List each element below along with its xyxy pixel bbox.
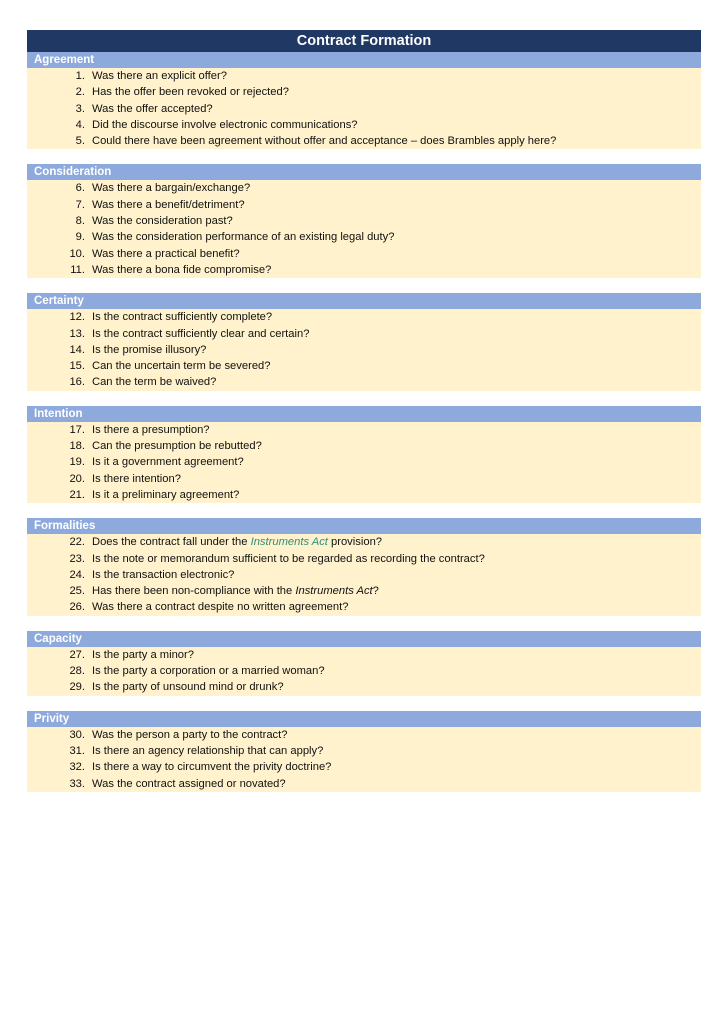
- question-text: Was the contract assigned or novated?: [92, 777, 286, 790]
- question-number: 16.: [69, 376, 85, 389]
- question-number: 24.: [69, 568, 85, 581]
- question-item: [27, 326, 701, 342]
- question-text: Was the consideration performance of an existing legal duty?: [92, 231, 395, 244]
- section-consideration: [27, 164, 701, 278]
- question-text: Is the party a corporation or a married woman?: [92, 665, 325, 678]
- question-item: [27, 117, 701, 133]
- question-text-before: Has there been non-compliance with the: [92, 585, 296, 598]
- question-number: 28.: [69, 665, 85, 678]
- section-header: Privity: [27, 711, 701, 727]
- question-item: [27, 551, 701, 567]
- question-number: 18.: [69, 440, 85, 453]
- question-list: [27, 309, 701, 390]
- question-item: [27, 133, 701, 149]
- section-agreement: [27, 52, 701, 149]
- question-item: [27, 727, 701, 743]
- question-item: [27, 534, 701, 550]
- question-item: [27, 246, 701, 262]
- question-number: 29.: [69, 681, 85, 694]
- question-item: [27, 213, 701, 229]
- question-item: [27, 583, 701, 599]
- question-text: Was the consideration past?: [92, 215, 233, 228]
- question-item: [27, 101, 701, 117]
- question-text: Can the term be waived?: [92, 376, 217, 389]
- question-text-before: Does the contract fall under the: [92, 536, 251, 549]
- section-formalities: [27, 518, 701, 615]
- question-item: [27, 180, 701, 196]
- question-number: 12.: [69, 311, 85, 324]
- question-text: Is it a government agreement?: [92, 456, 244, 469]
- question-text: Could there have been agreement without offer and acceptance – does Brambles apply here?: [92, 135, 557, 148]
- question-text: Is the note or memorandum sufficient to be regarded as recording the contract?: [92, 552, 485, 565]
- question-number: 3.: [75, 102, 85, 115]
- question-number: 33.: [69, 777, 85, 790]
- question-number: 13.: [69, 327, 85, 340]
- question-item: [27, 471, 701, 487]
- question-text: [92, 583, 379, 599]
- question-text: Was the offer accepted?: [92, 102, 213, 115]
- question-number: 6.: [75, 182, 85, 195]
- question-text: Was there an explicit offer?: [92, 70, 227, 82]
- question-number: 27.: [69, 648, 85, 661]
- section-header: Certainty: [27, 293, 701, 309]
- question-number: 15.: [69, 360, 85, 373]
- question-item: [27, 68, 701, 84]
- question-text: Is there intention?: [92, 472, 181, 485]
- act-reference: Instruments Act: [250, 536, 328, 549]
- question-item: [27, 197, 701, 213]
- section-header: Agreement: [27, 52, 701, 68]
- question-text: Is there a presumption?: [92, 423, 210, 436]
- question-list: [27, 180, 701, 278]
- section-intention: [27, 406, 701, 503]
- question-number: 22.: [69, 536, 85, 549]
- question-number: 21.: [69, 488, 85, 501]
- question-text-after: provision?: [327, 536, 383, 549]
- question-list: [27, 534, 701, 615]
- question-number: 19.: [69, 456, 85, 469]
- question-list: [27, 647, 701, 696]
- question-number: 2.: [75, 86, 85, 99]
- question-text: Was there a benefit/detriment?: [92, 198, 245, 211]
- question-text-after: ?: [372, 585, 379, 598]
- question-number: 4.: [75, 118, 85, 131]
- question-item: [27, 262, 701, 278]
- question-number: 9.: [75, 231, 85, 244]
- question-number: 26.: [69, 601, 85, 614]
- question-item: [27, 663, 701, 679]
- section-header: Consideration: [27, 164, 701, 180]
- question-text: Can the presumption be rebutted?: [92, 440, 262, 453]
- question-item: [27, 438, 701, 454]
- question-number: 20.: [69, 472, 85, 485]
- question-text: Can the uncertain term be severed?: [92, 360, 271, 373]
- section-header: Capacity: [27, 631, 701, 647]
- question-list: [27, 422, 701, 503]
- section-privity: [27, 711, 701, 792]
- contract-formation-table: [27, 30, 701, 807]
- question-item: [27, 309, 701, 325]
- question-text: Is the transaction electronic?: [92, 568, 235, 581]
- question-text: Is it a preliminary agreement?: [92, 488, 240, 501]
- section-capacity: [27, 631, 701, 696]
- question-text: Was there a bona fide compromise?: [92, 263, 272, 276]
- question-text: Did the discourse involve electronic communications?: [92, 118, 358, 131]
- question-text: Is the promise illusory?: [92, 343, 207, 356]
- question-item: [27, 743, 701, 759]
- question-item: [27, 84, 701, 100]
- question-text: Has the offer been revoked or rejected?: [92, 86, 289, 99]
- question-text: Is the party of unsound mind or drunk?: [92, 681, 284, 694]
- question-item: [27, 647, 701, 663]
- question-text: Was the person a party to the contract?: [92, 728, 288, 741]
- question-item: [27, 454, 701, 470]
- question-item: [27, 342, 701, 358]
- section-header: Formalities: [27, 518, 701, 534]
- page-title: Contract Formation: [27, 30, 701, 52]
- question-number: 25.: [69, 585, 85, 598]
- question-number: 31.: [69, 744, 85, 757]
- question-number: 30.: [69, 728, 85, 741]
- question-item: [27, 776, 701, 792]
- question-number: 17.: [69, 423, 85, 436]
- act-reference: Instruments Act: [295, 585, 373, 598]
- question-text: [92, 534, 382, 550]
- question-text: Is the contract sufficiently clear and certain?: [92, 327, 310, 340]
- question-item: [27, 679, 701, 695]
- question-number: 32.: [69, 761, 85, 774]
- question-list: [27, 68, 701, 149]
- question-number: 7.: [75, 198, 85, 211]
- question-number: 10.: [69, 247, 85, 260]
- question-text: Is there an agency relationship that can apply?: [92, 744, 324, 757]
- question-text: Was there a practical benefit?: [92, 247, 240, 260]
- question-list: [27, 727, 701, 792]
- question-number: 8.: [75, 215, 85, 228]
- sections-container: [27, 52, 701, 792]
- question-text: Was there a bargain/exchange?: [92, 182, 251, 195]
- section-header: Intention: [27, 406, 701, 422]
- question-item: [27, 374, 701, 390]
- question-text: Is the party a minor?: [92, 648, 194, 661]
- question-item: [27, 358, 701, 374]
- question-item: [27, 567, 701, 583]
- question-number: 23.: [69, 552, 85, 565]
- question-number: 5.: [75, 135, 85, 148]
- question-text: Was there a contract despite no written agreement?: [92, 601, 349, 614]
- question-item: [27, 422, 701, 438]
- question-number: 14.: [69, 343, 85, 356]
- question-item: [27, 759, 701, 775]
- question-number: 1.: [75, 70, 85, 82]
- section-certainty: [27, 293, 701, 390]
- question-item: [27, 599, 701, 615]
- question-number: 11.: [70, 263, 85, 276]
- question-item: [27, 229, 701, 245]
- question-text: Is there a way to circumvent the privity doctrine?: [92, 761, 332, 774]
- question-text: Is the contract sufficiently complete?: [92, 311, 273, 324]
- question-item: [27, 487, 701, 503]
